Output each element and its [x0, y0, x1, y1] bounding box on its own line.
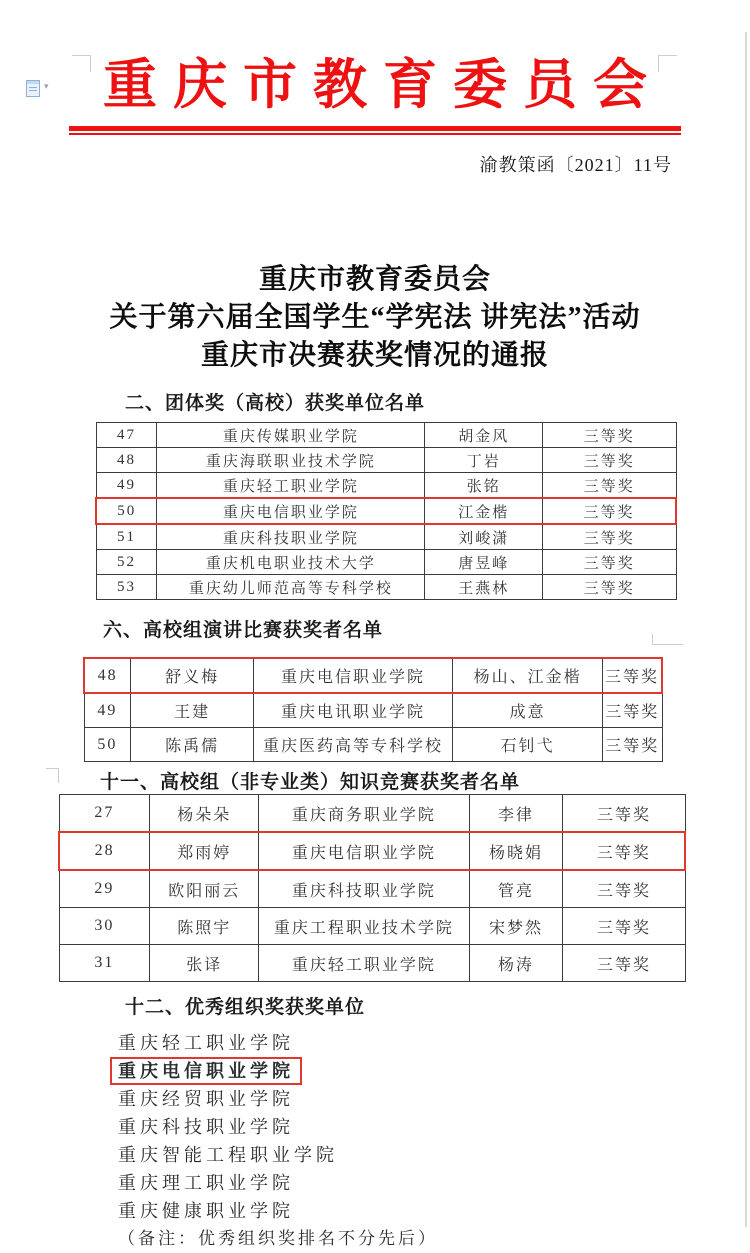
- table-cell: 三等奖: [543, 498, 676, 524]
- table-cell: 48: [96, 448, 157, 473]
- table-cell: 50: [96, 498, 157, 524]
- ranking-note: （备注：优秀组织奖排名不分先后）: [118, 1229, 438, 1248]
- section-heading-knowledge-contest: 十一、高校组（非专业类）知识竞赛获奖者名单: [100, 772, 521, 793]
- table-cell: 欧阳丽云: [150, 870, 259, 908]
- table-cell: 三等奖: [543, 423, 676, 448]
- document-title-line1: 重庆市教育委员会: [258, 264, 491, 295]
- organization-award-list: [118, 1029, 750, 1225]
- table-cell: 三等奖: [563, 795, 685, 833]
- knowledge-contest-table: [58, 794, 686, 982]
- table-cell: 管亮: [469, 870, 563, 908]
- document-title: [0, 261, 750, 375]
- table-cell: 丁岩: [425, 448, 543, 473]
- table-cell: 重庆轻工职业学院: [259, 945, 469, 982]
- section-heading-organization-award: 十二、优秀组织奖获奖单位: [125, 997, 366, 1018]
- table-cell: 三等奖: [602, 693, 662, 728]
- table-cell: 50: [84, 728, 131, 762]
- table-row: [96, 524, 676, 550]
- table-row: [59, 870, 685, 908]
- page-edge-line: [745, 32, 747, 1227]
- table-cell: 杨山、江金楷: [453, 658, 603, 693]
- award-unit-item: 重庆理工职业学院: [118, 1173, 294, 1193]
- table-cell: 48: [84, 658, 131, 693]
- table-cell: 三等奖: [543, 448, 676, 473]
- document-icon: [26, 80, 40, 97]
- document-title-line3: 重庆市决赛获奖情况的通报: [200, 340, 549, 371]
- award-unit-item: 重庆科技职业学院: [118, 1117, 294, 1137]
- table-cell: 重庆科技职业学院: [259, 870, 469, 908]
- section-heading-group-award: 二、团体奖（高校）获奖单位名单: [125, 393, 426, 414]
- table-cell: 重庆电信职业学院: [259, 832, 469, 870]
- table-cell: 52: [96, 550, 157, 575]
- table-cell: 49: [96, 473, 157, 499]
- text-boundary-mark: [652, 634, 683, 645]
- text-boundary-mark: [658, 55, 677, 72]
- table-cell: 重庆科技职业学院: [157, 524, 425, 550]
- table-cell: 石钊弋: [453, 728, 603, 762]
- table-cell: 重庆工程职业技术学院: [259, 908, 469, 945]
- table-cell: 刘峻潇: [425, 524, 543, 550]
- document-number: 渝教策函〔2021〕11号: [479, 155, 672, 175]
- table-row-highlighted: [96, 498, 676, 524]
- table-cell: 51: [96, 524, 157, 550]
- table-cell: 三等奖: [563, 908, 685, 945]
- table-cell: 胡金风: [425, 423, 543, 448]
- table-row: [84, 728, 662, 762]
- document-title-line2: 关于第六届全国学生“学宪法 讲宪法”活动: [109, 302, 641, 333]
- table-cell: 陈禹儒: [131, 728, 254, 762]
- table-cell: 三等奖: [543, 524, 676, 550]
- table-cell: 27: [59, 795, 150, 833]
- table-cell: 张铭: [425, 473, 543, 499]
- award-unit-item: [118, 1057, 750, 1085]
- table-cell: 重庆电讯职业学院: [253, 693, 452, 728]
- table-cell: 唐昱峰: [425, 550, 543, 575]
- table-cell: 郑雨婷: [150, 832, 259, 870]
- award-unit-item: 重庆经贸职业学院: [118, 1089, 294, 1109]
- table-cell: 李律: [469, 795, 563, 833]
- letterhead-rule: [69, 126, 681, 135]
- table-cell: 杨朵朵: [150, 795, 259, 833]
- dropdown-caret-icon: ▾: [44, 82, 49, 92]
- table-cell: 成意: [453, 693, 603, 728]
- award-unit-item: 重庆智能工程职业学院: [118, 1145, 338, 1165]
- table-cell: 重庆医药高等专科学校: [253, 728, 452, 762]
- table-cell: 29: [59, 870, 150, 908]
- speech-contest-table: [83, 657, 663, 762]
- table-cell: 重庆商务职业学院: [259, 795, 469, 833]
- table-cell: 王燕林: [425, 575, 543, 600]
- table-cell: 三等奖: [563, 870, 685, 908]
- table-cell: 30: [59, 908, 150, 945]
- award-unit-item: 重庆健康职业学院: [118, 1201, 294, 1221]
- table-cell: 53: [96, 575, 157, 600]
- table-row: [59, 795, 685, 833]
- section-heading-speech-contest: 六、高校组演讲比赛获奖者名单: [103, 620, 384, 641]
- table-cell: 三等奖: [563, 832, 685, 870]
- table-cell: 三等奖: [543, 473, 676, 499]
- table-row: [96, 473, 676, 499]
- letterhead-org-name: 重庆市教育委员会: [103, 55, 663, 115]
- table-cell: 三等奖: [563, 945, 685, 982]
- table-cell: 28: [59, 832, 150, 870]
- table-cell: 重庆电信职业学院: [157, 498, 425, 524]
- table-cell: 张译: [150, 945, 259, 982]
- table-cell: 宋梦然: [469, 908, 563, 945]
- table-cell: 杨涛: [469, 945, 563, 982]
- table-cell: 重庆传媒职业学院: [157, 423, 425, 448]
- table-cell: 陈照宇: [150, 908, 259, 945]
- table-cell: 王建: [131, 693, 254, 728]
- table-row-highlighted: [84, 658, 662, 693]
- table-row: [59, 945, 685, 982]
- paste-options-button[interactable]: [26, 80, 60, 100]
- table-cell: 杨晓娟: [469, 832, 563, 870]
- table-row: [96, 423, 676, 448]
- group-award-table: [95, 422, 677, 600]
- table-row: [96, 575, 676, 600]
- table-cell: 重庆电信职业学院: [253, 658, 452, 693]
- text-boundary-mark: [72, 55, 91, 72]
- table-row: [84, 693, 662, 728]
- table-cell: 重庆机电职业技术大学: [157, 550, 425, 575]
- table-cell: 49: [84, 693, 131, 728]
- table-cell: 三等奖: [543, 575, 676, 600]
- table-cell: 三等奖: [602, 728, 662, 762]
- table-cell: 重庆幼儿师范高等专科学校: [157, 575, 425, 600]
- table-cell: 31: [59, 945, 150, 982]
- table-cell: 三等奖: [602, 658, 662, 693]
- table-cell: 重庆轻工职业学院: [157, 473, 425, 499]
- table-row: [96, 448, 676, 473]
- table-cell: 三等奖: [543, 550, 676, 575]
- table-cell: 重庆海联职业技术学院: [157, 448, 425, 473]
- award-unit-item: 重庆轻工职业学院: [118, 1033, 294, 1053]
- table-row: [59, 908, 685, 945]
- table-cell: 舒义梅: [131, 658, 254, 693]
- table-cell: 47: [96, 423, 157, 448]
- award-unit-item-highlighted: 重庆电信职业学院: [110, 1057, 302, 1085]
- text-boundary-mark: [46, 768, 59, 783]
- table-row-highlighted: [59, 832, 685, 870]
- table-cell: 江金楷: [425, 498, 543, 524]
- table-row: [96, 550, 676, 575]
